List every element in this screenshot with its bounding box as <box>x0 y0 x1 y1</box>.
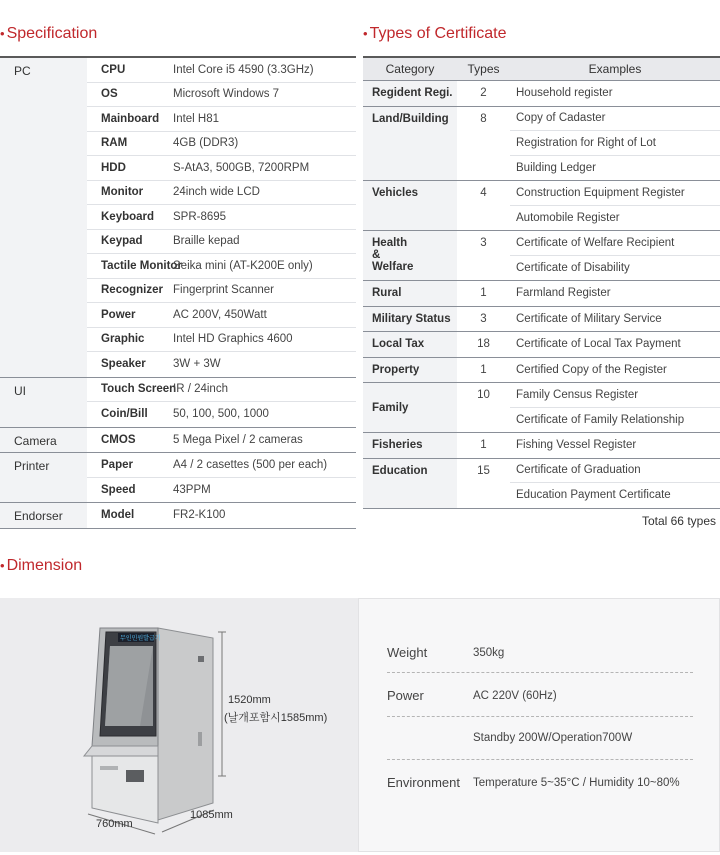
spec-value: FR2-K100 <box>173 509 226 522</box>
spec-key: Coin/Bill <box>101 408 148 421</box>
cert-example: Farmland Register <box>516 287 611 300</box>
spec-group <box>0 453 356 503</box>
dim-row-power <box>387 688 693 703</box>
spec-group <box>0 503 356 529</box>
spec-category: UI <box>0 378 87 427</box>
depth-label: 1085mm <box>190 809 233 821</box>
spec-key: Monitor <box>101 186 144 199</box>
spec-row <box>87 83 356 108</box>
dim-label-environment: Environment <box>387 775 460 790</box>
spec-key: Speed <box>101 483 136 496</box>
spec-row <box>87 428 356 453</box>
spec-value: AC 200V, 450Watt <box>173 308 267 321</box>
spec-row <box>87 352 356 377</box>
spec-row <box>87 230 356 255</box>
cert-example: Household register <box>516 87 613 100</box>
spec-row <box>87 107 356 132</box>
spec-key: Paper <box>101 458 133 471</box>
spec-group <box>0 378 356 428</box>
cert-group <box>363 281 720 307</box>
cert-types-count: 1 <box>480 287 487 299</box>
cert-total: Total 66 types <box>641 514 716 528</box>
cert-group <box>363 181 720 231</box>
cert-category: Fisheries <box>363 433 457 458</box>
cert-title-text: Types of Certificate <box>369 25 507 42</box>
spec-key: Speaker <box>101 358 146 371</box>
cert-example: Automobile Register <box>516 211 620 224</box>
cert-group <box>363 433 720 459</box>
spec-row <box>87 279 356 304</box>
spec-key: Model <box>101 509 135 522</box>
spec-value: 43PPM <box>173 483 211 496</box>
dim-row-environment <box>387 775 693 790</box>
bullet-icon: • <box>0 26 5 41</box>
cert-types-count: 1 <box>480 363 487 376</box>
spec-row <box>87 402 356 427</box>
spec-row <box>87 181 356 206</box>
spec-value: SPR-8695 <box>173 210 227 223</box>
spec-key: OS <box>101 88 118 101</box>
cert-example: Registration for Right of Lot <box>510 131 720 156</box>
dimension-title-text: Dimension <box>6 557 83 574</box>
spec-group <box>0 428 356 454</box>
cert-example: Building Ledger <box>516 161 596 174</box>
cert-example: Certificate of Graduation <box>510 459 720 484</box>
spec-row <box>87 478 356 503</box>
spec-value: Intel HD Graphics 4600 <box>173 333 293 346</box>
spec-value: 50, 100, 500, 1000 <box>173 408 269 421</box>
spec-row <box>87 328 356 353</box>
spec-row <box>87 58 356 83</box>
dim-label-weight: Weight <box>387 645 428 660</box>
spec-value: A4 / 2 casettes (500 per each) <box>173 458 328 471</box>
dim-value-weight: 350kg <box>473 646 505 659</box>
cert-group <box>363 231 720 281</box>
spec-key: Keypad <box>101 235 143 248</box>
cert-example: Certificate of Disability <box>516 261 630 274</box>
cert-types-count: 3 <box>480 312 487 325</box>
spec-section-title <box>0 25 97 43</box>
cert-example: Construction Equipment Register <box>510 181 720 206</box>
header-types: Types <box>467 62 500 76</box>
dim-label-power: Power <box>387 688 424 703</box>
cert-types-count: 8 <box>480 112 487 125</box>
spec-value: 24inch wide LCD <box>173 186 260 199</box>
spec-row <box>87 453 356 478</box>
spec-key: CMOS <box>101 433 136 446</box>
cert-types-count: 3 <box>480 237 487 249</box>
spec-key: Recognizer <box>101 284 163 297</box>
cert-category: Family <box>363 383 457 432</box>
spec-key: HDD <box>101 161 126 174</box>
dim-row-standby <box>387 732 693 744</box>
divider <box>387 672 693 673</box>
cert-example: Certificate of Family Relationship <box>516 413 685 426</box>
spec-category: Endorser <box>0 503 87 528</box>
cert-example: Family Census Register <box>510 383 720 408</box>
spec-value: S-AtA3, 500GB, 7200RPM <box>173 161 310 174</box>
cert-category: Education <box>363 459 457 508</box>
header-examples: Examples <box>588 62 642 76</box>
cert-group <box>363 81 720 107</box>
kiosk-led-text: 무인민원발급기 <box>120 635 161 642</box>
cert-types-count: 15 <box>477 464 490 477</box>
spec-row <box>87 254 356 279</box>
kiosk-illustration <box>0 598 358 852</box>
cert-example: Copy of Cadaster <box>510 107 720 132</box>
cert-example: Certified Copy of the Register <box>516 363 667 376</box>
dim-value-standby: Standby 200W/Operation700W <box>473 732 633 744</box>
spec-key: Power <box>101 308 136 321</box>
cert-example: Certificate of Local Tax Payment <box>516 338 681 351</box>
spec-table <box>0 56 356 529</box>
spec-value: 5 Mega Pixel / 2 cameras <box>173 433 303 446</box>
bullet-icon: • <box>0 558 5 573</box>
spec-key: Graphic <box>101 333 145 346</box>
cert-category: Property <box>363 358 457 383</box>
cert-category: Regident Regi. <box>363 81 457 106</box>
cert-types-count: 2 <box>480 87 487 99</box>
spec-row <box>87 503 356 528</box>
cert-category: Vehicles <box>363 181 457 230</box>
cert-types-count: 18 <box>477 338 490 350</box>
spec-value: Fingerprint Scanner <box>173 284 274 297</box>
spec-key: Mainboard <box>101 112 160 125</box>
cert-example: Education Payment Certificate <box>516 489 671 502</box>
cert-table <box>363 56 720 534</box>
cert-example: Certificate of Military Service <box>516 312 662 325</box>
cert-group <box>363 358 720 384</box>
spec-row <box>87 205 356 230</box>
height-sublabel: (날개포함시1585mm) <box>224 712 328 724</box>
spec-key: Touch Screen <box>101 383 177 396</box>
spec-category: Camera <box>0 428 87 453</box>
cert-group <box>363 332 720 358</box>
divider <box>387 759 693 760</box>
spec-title-text: Specification <box>6 25 98 42</box>
spec-value: Braille kepad <box>173 235 240 248</box>
divider <box>387 716 693 717</box>
dim-row-weight <box>387 645 693 660</box>
cert-category: Local Tax <box>363 332 457 357</box>
cert-group <box>363 459 720 509</box>
spec-value: 3W + 3W <box>173 358 221 371</box>
spec-value: 4GB (DDR3) <box>173 137 239 150</box>
cert-types-count: 10 <box>477 389 490 401</box>
dim-value-environment: Temperature 5~35°C / Humidity 10~80% <box>473 776 680 789</box>
cert-category: Health & Welfare <box>363 231 457 280</box>
spec-category: PC <box>0 58 87 377</box>
spec-row <box>87 156 356 181</box>
cert-types-count: 4 <box>480 187 487 199</box>
spec-value: Intel Core i5 4590 (3.3GHz) <box>173 63 314 76</box>
spec-value: Microsoft Windows 7 <box>173 88 280 101</box>
spec-group <box>0 58 356 378</box>
height-label: 1520mm <box>228 694 271 706</box>
bullet-icon: • <box>363 26 368 41</box>
cert-table-header <box>363 56 720 81</box>
cert-example: Certificate of Welfare Recipient <box>510 231 720 256</box>
width-label: 760mm <box>96 818 133 830</box>
cert-table-body <box>363 81 720 509</box>
cert-example: Fishing Vessel Register <box>516 439 637 452</box>
header-category: Category <box>385 62 435 76</box>
dimension-specs-panel <box>358 598 720 852</box>
cert-types-count: 1 <box>480 439 487 451</box>
cert-section-title <box>363 25 507 43</box>
spec-key: CPU <box>101 63 126 76</box>
dimension-section-title <box>0 557 82 575</box>
cert-group <box>363 383 720 433</box>
spec-key: Keyboard <box>101 210 155 223</box>
spec-row <box>87 378 356 403</box>
spec-value: Seika mini (AT-K200E only) <box>173 259 313 272</box>
spec-category: Printer <box>0 453 87 502</box>
cert-group <box>363 307 720 333</box>
dim-value-power: AC 220V (60Hz) <box>473 689 557 702</box>
spec-value: IR / 24inch <box>173 383 228 396</box>
spec-row <box>87 132 356 157</box>
cert-group <box>363 107 720 182</box>
cert-category: Rural <box>363 281 457 306</box>
spec-row <box>87 303 356 328</box>
spec-key: Tactile Monitor <box>101 259 182 272</box>
spec-key: RAM <box>101 137 128 150</box>
spec-value: Intel H81 <box>173 112 220 125</box>
cert-category: Land/Building <box>363 107 457 181</box>
kiosk-illustration-panel <box>0 598 358 852</box>
cert-category: Military Status <box>363 307 457 332</box>
